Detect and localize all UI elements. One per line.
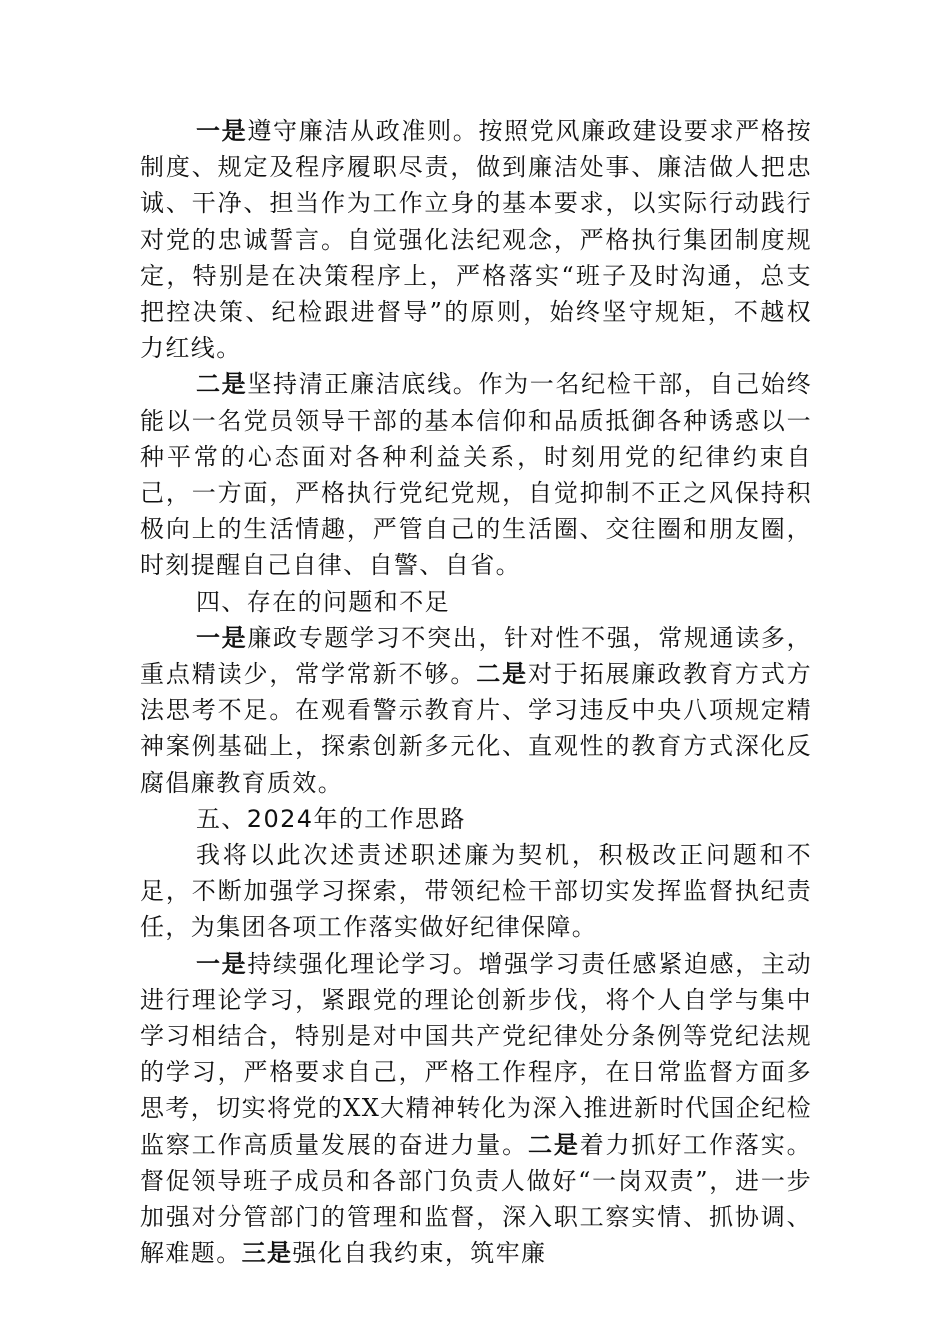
paragraph-intro: 我将以此次述责述职述廉为契机，积极改正问题和不足，不断加强学习探索，带领纪检干部切实发挥监督执纪责任，为集团各项工作落实做好纪律保障。 — [140, 841, 812, 942]
paragraph-text: 强化自我约束，筑牢廉 — [292, 1239, 547, 1268]
paragraph-text: 着力抓好工作落实。督促领导班子成员和各部门负责人做好“一岗双责”，进一步加强对分管部门的管理和监督，深入职工察实情、抓协调、解难题。 — [140, 1130, 812, 1268]
paragraph-text: 廉政专题学习不突出，针对性不强，常规通读多，重点精读少，常学常新不够。 — [140, 623, 812, 689]
paragraph-lead: 二是 — [196, 370, 248, 399]
paragraph-work-plan — [140, 946, 812, 1272]
paragraph-text: 坚持清正廉洁底线。作为一名纪检干部，自己始终能以一名党员领导干部的基本信仰和品质抵御各种诱惑以一种平常的心态面对各种利益关系，时刻用党的纪律约束自己，一方面，严格执行党纪党规，自觉抑制不正之风保持积极向上的生活情趣，严管自己的生活圈、交往圈和朋友圈，时刻提醒自己自律、自警、自省。 — [140, 370, 812, 580]
paragraph-point-one — [140, 113, 812, 366]
paragraph-problems — [140, 620, 812, 801]
paragraph-lead: 二是 — [476, 660, 528, 689]
paragraph-text: 遵守廉洁从政准则。按照党风廉政建设要求严格按制度、规定及程序履职尽责，做到廉洁处事、廉洁做人把忠诚、干净、担当作为工作立身的基本要求，以实际行动践行对党的忠诚誓言。自觉强化法纪观念，严格执行集团制度规定，特别是在决策程序上，严格落实“班子及时沟通，总支把控决策、纪检跟进督导”的原则，始终坚守规矩，不越权力红线。 — [140, 117, 812, 363]
paragraph-lead: 一是 — [196, 117, 248, 145]
paragraph-lead: 一是 — [196, 623, 248, 652]
paragraph-text: 持续强化理论学习。增强学习责任感紧迫感，主动进行理论学习，紧跟党的理论创新步伐，将个人自学与集中学习相结合，特别是对中国共产党纪律处分条例等党纪法规的学习，严格要求自己，严格工作程序，在日常监督方面多思考，切实将党的XX大精神转化为深入推进新时代国企纪检监察工作高质量发展的奋进力量。 — [140, 949, 812, 1159]
paragraph-lead: 二是 — [527, 1130, 580, 1159]
paragraph-text: 对于拓展廉政教育方式方法思考不足。在观看警示教育片、学习违反中央八项规定精神案例基础上，探索创新多元化、直观性的教育方式深化反腐倡廉教育质效。 — [140, 660, 812, 797]
paragraph-point-two — [140, 366, 812, 583]
section-heading-five: 五、2024年的工作思路 — [196, 804, 466, 833]
document-body — [140, 113, 812, 1272]
paragraph-lead: 一是 — [196, 949, 248, 978]
section-heading-four: 四、存在的问题和不足 — [196, 587, 450, 616]
paragraph-lead: 三是 — [241, 1239, 293, 1268]
